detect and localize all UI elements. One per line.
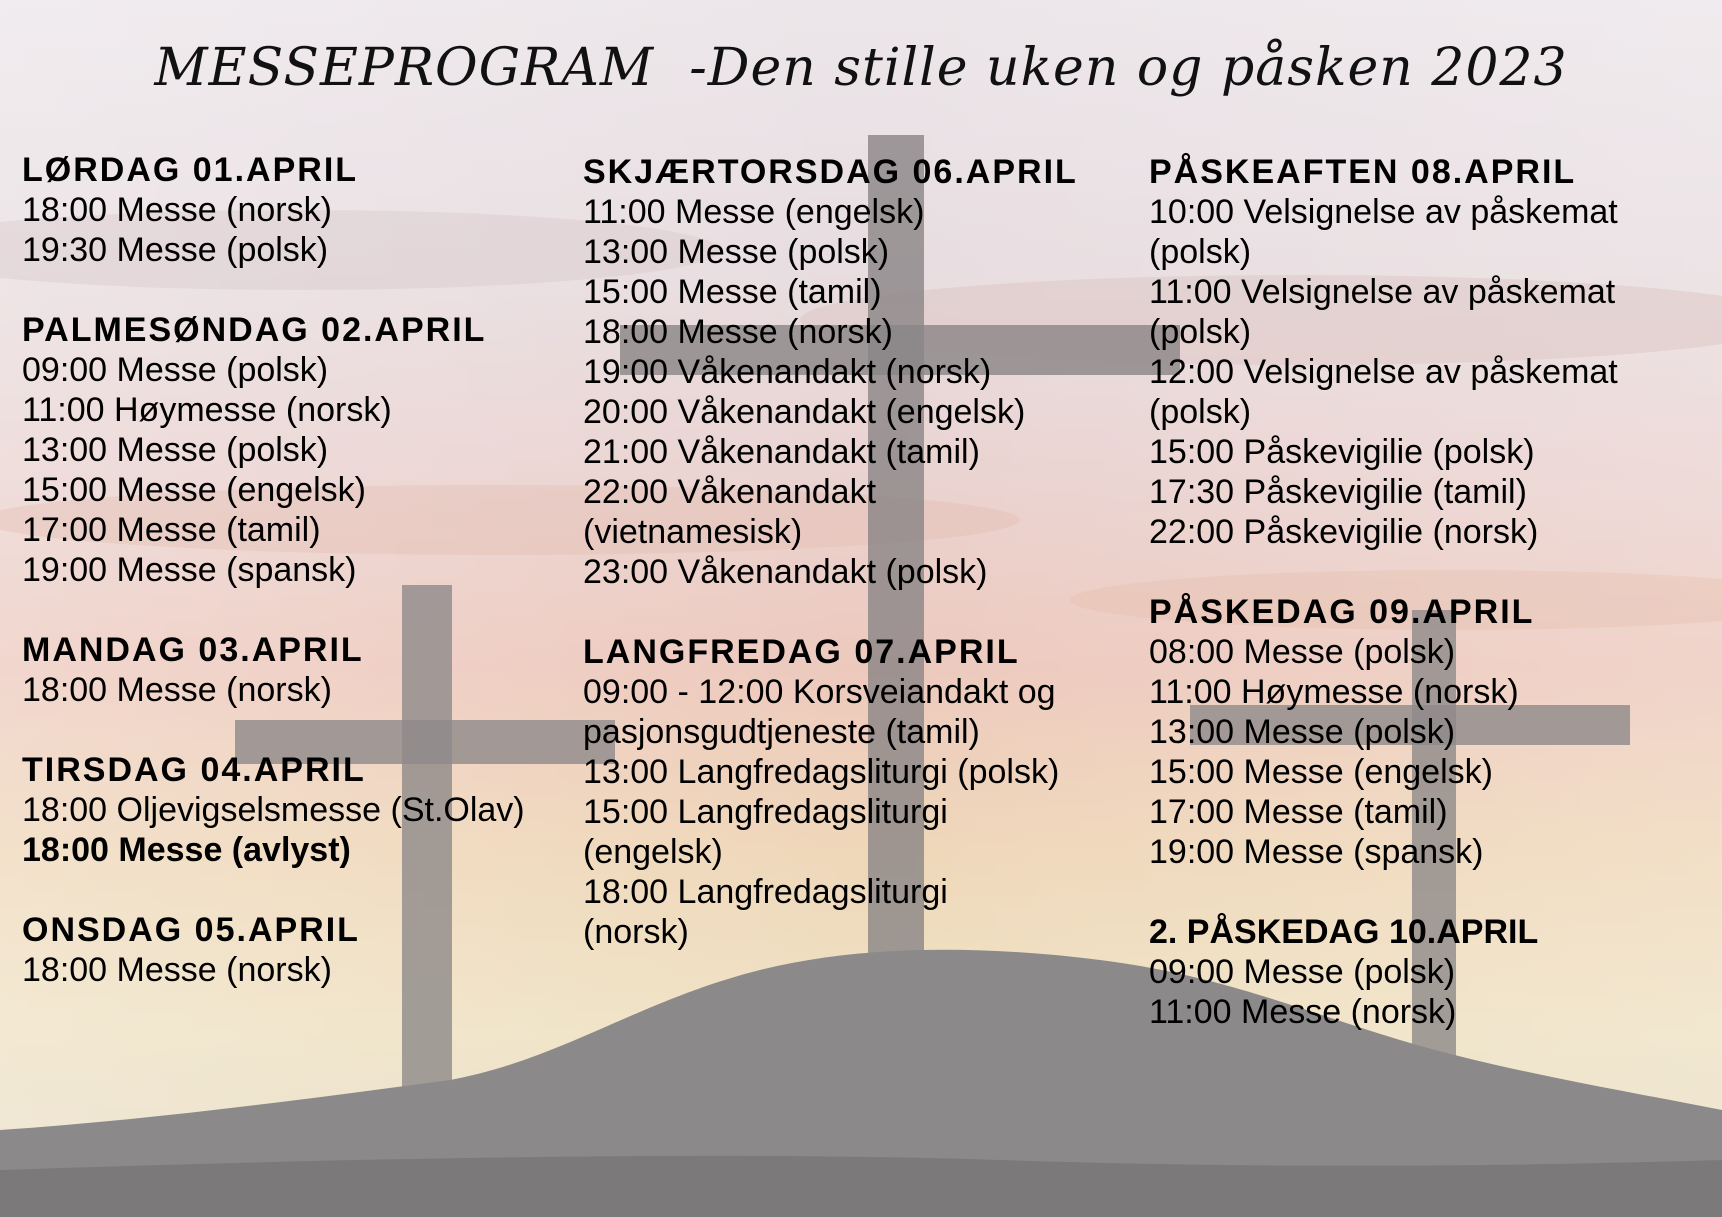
mass-entry: 19:00 Messe (spansk) [1149, 833, 1484, 871]
day-heading: MANDAG 03.APRIL [22, 631, 364, 669]
mass-entry: 18:00 Messe (norsk) [22, 671, 332, 709]
mass-entry: 18:00 Langfredagsliturgi [583, 873, 948, 911]
mass-entry: (polsk) [1149, 393, 1252, 431]
day-block [1149, 152, 1709, 552]
mass-entry: 17:30 Påskevigilie (tamil) [1149, 473, 1527, 511]
mass-entry: 13:00 Messe (polsk) [583, 233, 890, 271]
mass-entry: 15:00 Påskevigilie (polsk) [1149, 433, 1535, 471]
day-block [583, 632, 1143, 952]
mass-entry: pasjonsgudtjeneste (tamil) [583, 713, 980, 751]
mass-entry: (polsk) [1149, 313, 1252, 351]
mass-entry: 18:00 Messe (avlyst) [22, 831, 351, 869]
mass-entry: 10:00 Velsignelse av påskemat [1149, 193, 1618, 231]
day-heading: ONSDAG 05.APRIL [22, 911, 360, 949]
day-heading: PÅSKEDAG 09.APRIL [1149, 593, 1535, 631]
mass-entry: 12:00 Velsignelse av påskemat [1149, 353, 1618, 391]
day-heading: PALMESØNDAG 02.APRIL [22, 311, 487, 349]
mass-entry: 21:00 Våkenandakt (tamil) [583, 433, 980, 471]
mass-entry: (polsk) [1149, 233, 1252, 271]
mass-entry: 18:00 Messe (norsk) [583, 313, 893, 351]
day-block [22, 150, 582, 270]
day-heading: PÅSKEAFTEN 08.APRIL [1149, 153, 1577, 191]
schedule-column-1 [22, 150, 582, 1030]
mass-entry: 18:00 Oljevigselsmesse (St.Olav) [22, 791, 525, 829]
schedule-column-2 [583, 152, 1143, 992]
mass-entry: 20:00 Våkenandakt (engelsk) [583, 393, 1026, 431]
mass-entry: 19:30 Messe (polsk) [22, 231, 329, 269]
day-heading: 2. PÅSKEDAG 10.APRIL [1149, 913, 1539, 951]
schedule-column-3 [1149, 152, 1709, 1072]
mass-entry: 15:00 Messe (tamil) [583, 273, 882, 311]
mass-entry: 09:00 Messe (polsk) [1149, 953, 1456, 991]
mass-entry: 11:00 Messe (norsk) [1149, 993, 1457, 1031]
mass-entry: 15:00 Langfredagsliturgi [583, 793, 948, 831]
mass-entry: 17:00 Messe (tamil) [22, 511, 321, 549]
mass-entry: (norsk) [583, 913, 689, 951]
day-block [1149, 912, 1709, 1032]
mass-entry: 13:00 Messe (polsk) [22, 431, 329, 469]
day-heading: LØRDAG 01.APRIL [22, 151, 359, 189]
day-heading: LANGFREDAG 07.APRIL [583, 633, 1020, 671]
mass-entry: 09:00 - 12:00 Korsveiandakt og [583, 673, 1056, 711]
mass-entry: 22:00 Våkenandakt [583, 473, 877, 511]
mass-entry: (vietnamesisk) [583, 513, 803, 551]
mass-entry: 22:00 Påskevigilie (norsk) [1149, 513, 1539, 551]
day-block [22, 630, 582, 710]
day-block [22, 310, 582, 590]
day-heading: TIRSDAG 04.APRIL [22, 751, 366, 789]
mass-entry: 15:00 Messe (engelsk) [1149, 753, 1493, 791]
day-block [583, 152, 1143, 592]
mass-entry: 18:00 Messe (norsk) [22, 951, 332, 989]
mass-entry: 11:00 Høymesse (norsk) [22, 391, 392, 429]
mass-entry: 11:00 Velsignelse av påskemat [1149, 273, 1616, 311]
day-heading: SKJÆRTORSDAG 06.APRIL [583, 153, 1078, 191]
mass-entry: 19:00 Messe (spansk) [22, 551, 357, 589]
mass-entry: 19:00 Våkenandakt (norsk) [583, 353, 992, 391]
mass-entry: 11:00 Messe (engelsk) [583, 193, 925, 231]
mass-entry: 13:00 Langfredagsliturgi (polsk) [583, 753, 1060, 791]
mass-entry: 18:00 Messe (norsk) [22, 191, 332, 229]
mass-entry: 09:00 Messe (polsk) [22, 351, 329, 389]
mass-entry: 13:00 Messe (polsk) [1149, 713, 1456, 751]
day-block [22, 750, 582, 870]
mass-entry: 11:00 Høymesse (norsk) [1149, 673, 1519, 711]
mass-entry: 17:00 Messe (tamil) [1149, 793, 1448, 831]
mass-entry: 15:00 Messe (engelsk) [22, 471, 366, 509]
day-block [1149, 592, 1709, 872]
mass-entry: 08:00 Messe (polsk) [1149, 633, 1456, 671]
page-title: MESSEPROGRAM -Den stille uken og påsken 2023 [154, 38, 1568, 98]
mass-entry: (engelsk) [583, 833, 723, 871]
day-block [22, 910, 582, 990]
mass-entry: 23:00 Våkenandakt (polsk) [583, 553, 988, 591]
